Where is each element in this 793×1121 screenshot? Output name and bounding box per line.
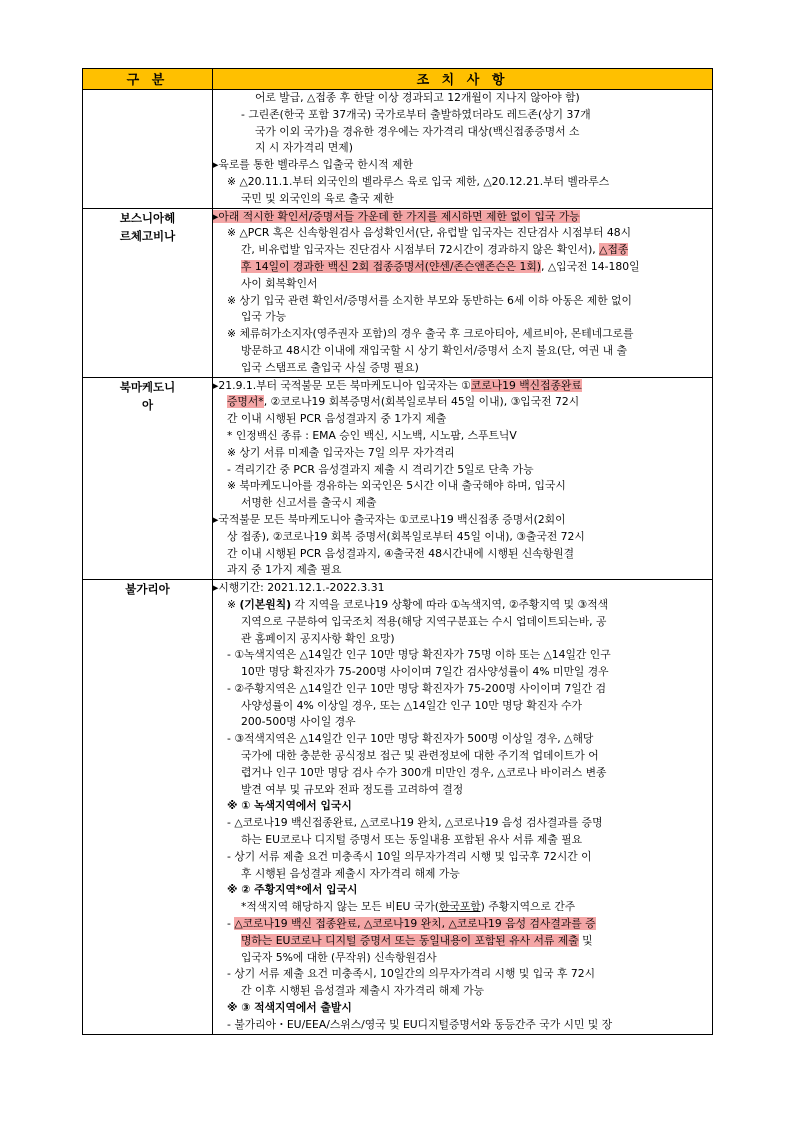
table-row bbox=[83, 377, 713, 580]
text-span: ▸국적불문 모든 북마케도니아 출국자는 ①코로나19 백신접종 증명서(2회이 bbox=[213, 512, 566, 526]
text-line bbox=[213, 242, 712, 259]
text-span: *적색지역 해당하지 않는 모든 비EU 국가( bbox=[241, 900, 439, 914]
text-span: 관 홈페이지 공지사항 확인 요망) bbox=[241, 631, 395, 645]
text-span: 방문하고 48시간 이내에 재입국할 시 상기 확인서/증명서 소지 불요(단, 여권 내 출 bbox=[241, 343, 628, 357]
text-span: - △코로나19 백신접종완료, △코로나19 완치, △코로나19 음성 검사결과를 증명 bbox=[227, 816, 603, 830]
text-line bbox=[213, 580, 712, 597]
text-span: - 그린존(한국 포함 37개국) 국가로부터 출발하였더라도 레드존(상기 37개 bbox=[241, 107, 591, 121]
text-line bbox=[213, 614, 712, 631]
text-line bbox=[213, 562, 712, 579]
text-line bbox=[213, 631, 712, 648]
text-line bbox=[213, 1000, 712, 1017]
text-span: 국민 및 외국인의 육로 출국 제한 bbox=[241, 191, 394, 205]
text-line bbox=[213, 882, 712, 899]
text-span: ※ bbox=[227, 597, 240, 611]
text-span: 입국 가능 bbox=[241, 310, 287, 324]
text-span: - 격리기간 중 PCR 음성결과지 제출 시 격리기간 5일로 단축 가능 bbox=[227, 462, 534, 476]
text-line bbox=[213, 512, 712, 529]
text-line bbox=[213, 798, 712, 815]
header-category: 구 분 bbox=[83, 69, 213, 90]
text-span: ※ 체류허가소지자(영주권자 포함)의 경우 출국 후 크로아티아, 세르비아, 몬테네그로를 bbox=[227, 327, 634, 341]
table-row bbox=[83, 208, 713, 377]
text-span: 10만 명당 확진자가 75-200명 사이이며 7일간 검사양성률이 4% 미만일 경우 bbox=[241, 665, 609, 679]
text-line bbox=[213, 428, 712, 445]
text-line bbox=[213, 714, 712, 731]
highlighted-text: ▸아래 적시한 확인서/증명서들 가운데 한 가지를 제시하면 제한 없이 입국 가능 bbox=[213, 209, 580, 223]
text-span: ※ 상기 서류 미제출 입국자는 7일 의무 자가격리 bbox=[227, 445, 455, 459]
text-span: 국가 이외 국가)을 경유한 경우에는 자가격리 대상(백신접종증명서 소 bbox=[255, 124, 580, 138]
text-span: , △입국전 14-180일 bbox=[541, 259, 640, 273]
text-span: (기본원칙) bbox=[239, 597, 292, 611]
highlighted-text: △접종 bbox=[599, 243, 629, 257]
text-line bbox=[213, 174, 712, 191]
text-span: ▸21.9.1.부터 국적불문 모든 북마케도니아 입국자는 ① bbox=[213, 378, 471, 392]
text-span: 입국 스탬프로 출입국 사실 증명 필요) bbox=[241, 360, 419, 374]
text-line bbox=[213, 782, 712, 799]
text-line bbox=[213, 731, 712, 748]
text-span: - 불가리아・EU/EEA/스위스/영국 및 EU디지털증명서와 동등간주 국가 시민 및 장 bbox=[227, 1017, 613, 1031]
text-span: 사양성률이 4% 이상일 경우, 또는 △14일간 인구 10만 명당 확진자 수가 bbox=[241, 698, 582, 712]
table-row bbox=[83, 90, 713, 209]
highlighted-text: 코로나19 백신접종완료 bbox=[470, 378, 582, 392]
country-cell bbox=[83, 377, 213, 580]
text-span: 상 접종), ②코로나19 회복 증명서(회복일로부터 45일 이내), ③출국전 72시 bbox=[227, 529, 585, 543]
text-line bbox=[213, 326, 712, 343]
measures-cell bbox=[213, 90, 713, 209]
text-line bbox=[213, 478, 712, 495]
text-line bbox=[213, 293, 712, 310]
measures-cell bbox=[213, 208, 713, 377]
text-span: ※ △PCR 혹은 신속항원검사 음성확인서(단, 유럽발 입국자는 진단검사 시점부터 48시 bbox=[227, 226, 632, 240]
text-span: ※ △20.11.1.부터 외국인의 벨라루스 육로 입국 제한, △20.12.21.부터 벨라루스 bbox=[227, 174, 610, 188]
country-name-line: 북마케도니 bbox=[119, 379, 176, 394]
text-span: ) 주황지역으로 간주 bbox=[480, 900, 576, 914]
text-span: 국가에 대한 충분한 공식정보 접근 및 관련정보에 대한 주기적 업데이트가 어 bbox=[241, 749, 599, 763]
text-line bbox=[213, 966, 712, 983]
measures-table bbox=[82, 68, 713, 1035]
country-name-line: 아 bbox=[141, 397, 154, 412]
text-span: ※ ① 녹색지역에서 입국시 bbox=[227, 799, 352, 813]
text-span: - ①녹색지역은 △14일간 인구 10만 명당 확진자가 75명 이하 또는 △14일간 인구 bbox=[227, 648, 611, 662]
text-line bbox=[213, 698, 712, 715]
text-span: 지 시 자가격리 면제) bbox=[255, 141, 353, 155]
text-line bbox=[213, 157, 712, 174]
text-line bbox=[213, 899, 712, 916]
text-span: 발견 여부 및 규모와 전파 정도를 고려하여 결정 bbox=[241, 782, 464, 796]
text-span: 간, 비유럽발 입국자는 진단검사 시점부터 72시간이 경과하지 않은 확인서), bbox=[241, 243, 600, 257]
country-cell bbox=[83, 90, 213, 209]
text-line bbox=[213, 259, 712, 276]
text-line bbox=[213, 378, 712, 395]
text-span: 입국자 5%에 대한 (무작위) 신속항원검사 bbox=[241, 950, 437, 964]
text-span: 후 시행된 음성결과 제출시 자가격리 해제 가능 bbox=[241, 866, 460, 880]
text-line bbox=[213, 664, 712, 681]
text-line bbox=[213, 462, 712, 479]
text-span: ※ ② 주황지역*에서 입국시 bbox=[227, 883, 358, 897]
text-span: 및 bbox=[578, 933, 593, 947]
text-span: 하는 EU코로나 디지털 증명서 또는 동일내용 포함된 유사 서류 제출 필요 bbox=[241, 833, 583, 847]
header-measures: 조 치 사 항 bbox=[213, 69, 713, 90]
text-line bbox=[213, 445, 712, 462]
text-span: 200-500명 사이일 경우 bbox=[241, 715, 356, 729]
text-line bbox=[213, 309, 712, 326]
text-span: - 상기 서류 제출 요건 미충족시 10일 의무자가격리 시행 및 입국후 72시간 이 bbox=[227, 849, 592, 863]
measures-cell bbox=[213, 580, 713, 1035]
text-span: 한국포함 bbox=[438, 900, 481, 914]
measures-cell bbox=[213, 377, 713, 580]
highlighted-text: 후 14일이 경과한 백신 2회 접종증명서(얀센/존슨앤존슨은 1회) bbox=[241, 259, 542, 273]
country-name-line: 르체고비나 bbox=[119, 228, 176, 243]
text-line bbox=[213, 916, 712, 933]
country-cell bbox=[83, 208, 213, 377]
country-cell bbox=[83, 580, 213, 1035]
text-line bbox=[213, 597, 712, 614]
text-line bbox=[213, 360, 712, 377]
text-line bbox=[213, 411, 712, 428]
text-line bbox=[213, 681, 712, 698]
text-line bbox=[213, 343, 712, 360]
text-span: 지역으로 구분하여 입국조치 적용(해당 지역구분표는 수시 업데이트되는바, 공 bbox=[241, 614, 607, 628]
text-line bbox=[213, 495, 712, 512]
text-span: 간 이후 시행된 음성결과 제출시 자가격리 해제 가능 bbox=[241, 984, 485, 998]
text-line bbox=[213, 983, 712, 1000]
text-line bbox=[213, 209, 712, 226]
text-span: 과지 중 1가지 제출 필요 bbox=[227, 563, 342, 577]
text-line bbox=[213, 191, 712, 208]
text-span: 간 이내 시행된 PCR 음성결과지 중 1가지 제출 bbox=[227, 412, 447, 426]
text-line bbox=[213, 90, 712, 107]
text-span: - bbox=[227, 917, 235, 931]
table-row bbox=[83, 580, 713, 1035]
text-line bbox=[213, 546, 712, 563]
text-line bbox=[213, 107, 712, 124]
text-line bbox=[213, 866, 712, 883]
text-span: ▸시행기간: 2021.12.1.-2022.3.31 bbox=[213, 581, 385, 595]
text-span: - 상기 서류 제출 요건 미충족시, 10일간의 의무자가격리 시행 및 입국 후 72시 bbox=[227, 967, 596, 981]
highlighted-text: 증명서* bbox=[227, 395, 264, 409]
text-line bbox=[213, 394, 712, 411]
text-line bbox=[213, 765, 712, 782]
country-name-line: 보스니아헤 bbox=[119, 210, 176, 225]
text-line bbox=[213, 950, 712, 967]
text-line bbox=[213, 225, 712, 242]
text-line bbox=[213, 849, 712, 866]
text-span: - ②주황지역은 △14일간 인구 10만 명당 확진자가 75-200명 사이이며 7일간 검 bbox=[227, 681, 607, 695]
text-line bbox=[213, 933, 712, 950]
text-span: , ②코로나19 회복증명서(회복일로부터 45일 이내), ③입국전 72시 bbox=[263, 395, 580, 409]
text-span: 어로 발급, △접종 후 한달 이상 경과되고 12개월이 지나지 않아야 함) bbox=[255, 91, 580, 104]
text-span: 사이 회복확인서 bbox=[241, 276, 318, 290]
text-line bbox=[213, 748, 712, 765]
text-span: ※ 상기 입국 관련 확인서/증명서를 소지한 부모와 동반하는 6세 이하 아동은 제한 없이 bbox=[227, 293, 632, 307]
text-span: 렵거나 인구 10만 명당 검사 수가 300개 미만인 경우, △코로나 바이러스 변종 bbox=[241, 765, 607, 779]
text-line bbox=[213, 276, 712, 293]
text-span: ▸육로를 통한 벨라루스 입출국 한시적 제한 bbox=[213, 158, 413, 172]
text-line bbox=[213, 124, 712, 141]
highlighted-text: △코로나19 백신 접종완료, △코로나19 완치, △코로나19 음성 검사결과를 증 bbox=[234, 917, 596, 931]
table-header-row bbox=[83, 69, 713, 90]
text-line bbox=[213, 815, 712, 832]
highlighted-text: 명하는 EU코로나 디지털 증명서 또는 동일내용이 포함된 유사 서류 제출 bbox=[241, 933, 579, 947]
text-line bbox=[213, 1017, 712, 1034]
text-span: 각 지역을 코로나19 상황에 따라 ①녹색지역, ②주황지역 및 ③적색 bbox=[291, 597, 609, 611]
text-line bbox=[213, 140, 712, 157]
text-span: 간 이내 시행된 PCR 음성결과지, ④출국전 48시간내에 시행된 신속항원결 bbox=[227, 546, 575, 560]
text-span: ※ ③ 적색지역에서 출발시 bbox=[227, 1001, 352, 1015]
text-line bbox=[213, 647, 712, 664]
text-span: - ③적색지역은 △14일간 인구 10만 명당 확진자가 500명 이상일 경우, △해당 bbox=[227, 732, 594, 746]
text-line bbox=[213, 832, 712, 849]
text-span: ※ 북마케도니아를 경유하는 외국인은 5시간 이내 출국해야 하며, 입국시 bbox=[227, 479, 566, 493]
country-name-line: 불가리아 bbox=[125, 582, 170, 597]
text-span: 서명한 신고서를 출국시 제출 bbox=[241, 496, 377, 510]
text-line bbox=[213, 529, 712, 546]
document-page bbox=[82, 68, 713, 1073]
text-span: * 인정백신 종류 : EMA 승인 백신, 시노백, 시노팜, 스푸트닉V bbox=[227, 428, 517, 442]
